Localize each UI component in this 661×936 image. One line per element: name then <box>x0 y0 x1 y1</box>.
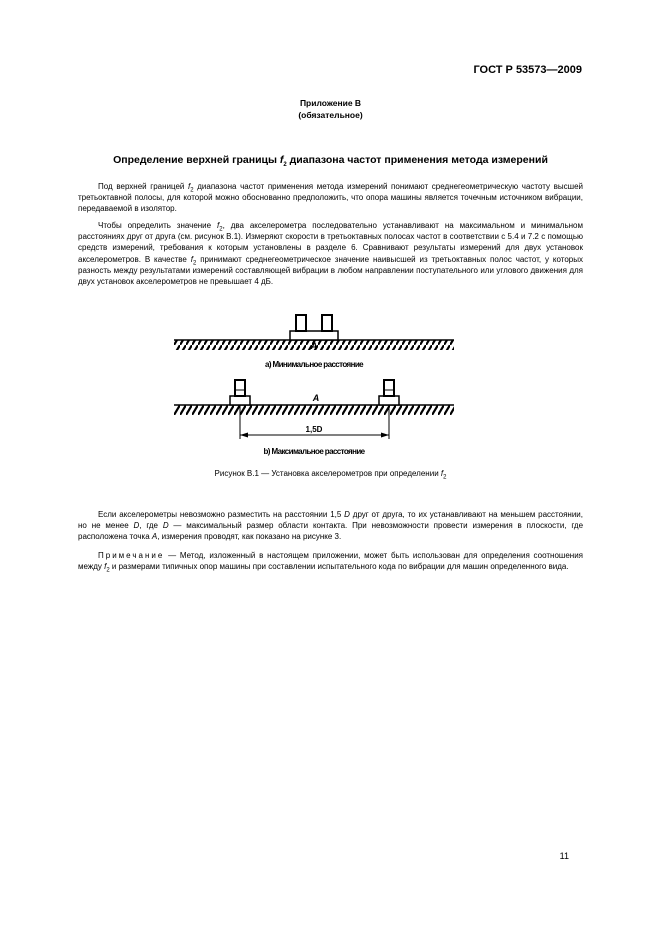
paragraph-definition <box>78 181 583 215</box>
paragraph-procedure <box>78 220 583 287</box>
p1-symbol: f <box>188 182 191 191</box>
figure-label-a: a) Минимальное расстояние <box>264 360 364 369</box>
p3-symbol-1: D <box>344 510 350 519</box>
caption-symbol: f <box>440 469 444 478</box>
p3-text-d: — максимальный размер области контакта. При невозможности провести измерения в плоскости, где расположена точка <box>78 521 584 542</box>
dimension-arrow-right <box>381 433 389 438</box>
p2-symbol-2: f <box>190 254 193 264</box>
caption-text: Рисунок В.1 — Установка акселерометров при определении <box>214 469 441 478</box>
section-title-symbol: f <box>279 154 284 166</box>
p2-text-b: , два акселерометра последовательно устанавливают на максимальном и минимальном расстояниях друг от друга (см. рисунок В.1). Измеряют скорости в третьоктавных полосах частот в соответствии с 5.4 и 7.2 с помощью средств измерений, требования к которым установлены в разделе 6. Сравнивают результаты измерений для двух установок акселерометров. В качестве <box>78 221 584 264</box>
p2-text-a: Чтобы определить значение <box>98 221 217 230</box>
p2-symbol-1: f <box>217 221 220 230</box>
base-plate-left-b <box>230 396 250 405</box>
p2-subscript-1: 2 <box>219 226 223 233</box>
point-a-label-top: A <box>310 341 318 351</box>
p2-subscript-2: 2 <box>192 260 197 267</box>
section-title <box>0 154 661 169</box>
note-label: Примечание <box>98 551 165 560</box>
annex-title: Приложение В <box>299 98 362 108</box>
dimension-arrow-left <box>240 433 248 438</box>
point-a-label-bottom: A <box>312 393 320 403</box>
p4-text-a: — Метод, изложенный в настоящем приложении, может быть использован для определения соотношения между <box>78 551 583 572</box>
document-code: ГОСТ Р 53573—2009 <box>473 64 582 76</box>
p1-text-a: Под верхней границей <box>98 182 189 191</box>
accelerometer-right-a <box>322 315 332 331</box>
caption-subscript: 2 <box>443 474 447 481</box>
figure-accelerometer-setup <box>174 305 459 465</box>
accelerometer-right-b <box>384 380 394 396</box>
figure-label-b: b) Максимальное расстояние <box>263 447 365 456</box>
page-number: 11 <box>559 851 569 861</box>
p3-symbol-2: D <box>133 521 140 531</box>
figure-caption <box>0 469 661 481</box>
paragraph-distance-constraint <box>78 509 583 543</box>
p3-symbol-3: D <box>162 521 169 531</box>
p2-text-c: принимают среднегеометрическое значение наивысшей из третьоктавных полос частот, у которых разность между результатами измерений составляющей вибрации в любом направлении поступательного или углового движения для двух установок акселерометров не превышает 4 дБ. <box>78 254 583 287</box>
p4-subscript: 2 <box>106 567 110 574</box>
section-title-subscript: 2 <box>283 162 287 169</box>
p3-text-c: , где <box>139 521 163 531</box>
base-plate-a <box>290 331 338 340</box>
p3-text-e: , измерения проводят, как показано на рисунке 3. <box>157 532 342 542</box>
p1-text-b: диапазона частот применения метода измерений понимают среднегеометрическую частоту высшей третьоктавной полосы, для которой можно обоснованно предположить, что опора машины является точечным источником вибрации, передаваемой в изолятор. <box>78 182 584 214</box>
paragraph-note <box>78 550 583 572</box>
section-title-pre: Определение верхней границы <box>113 154 280 166</box>
base-plate-right-b <box>379 396 399 405</box>
section-title-post: диапазона частот применения метода измерений <box>286 154 548 166</box>
accelerometer-left-a <box>296 315 306 331</box>
p3-text-a: Если акселерометры невозможно разместить на расстоянии 1,5 <box>98 510 345 519</box>
annex-status: (обязательное) <box>298 110 363 120</box>
p3-text-b: друг от друга, то их устанавливают на меньшем расстоянии, но не менее <box>78 510 583 531</box>
ground-hatch-b <box>174 405 454 415</box>
accelerometer-left-b <box>235 380 245 396</box>
p4-text-b: и размерами типичных опор машины при составлении испытательного кода по вибрации для машин определенного вида. <box>109 562 569 572</box>
p1-subscript: 2 <box>190 187 194 194</box>
dimension-label: 1,5D <box>305 425 323 434</box>
p4-symbol: f <box>104 562 107 572</box>
p3-symbol-4: A <box>151 532 158 542</box>
